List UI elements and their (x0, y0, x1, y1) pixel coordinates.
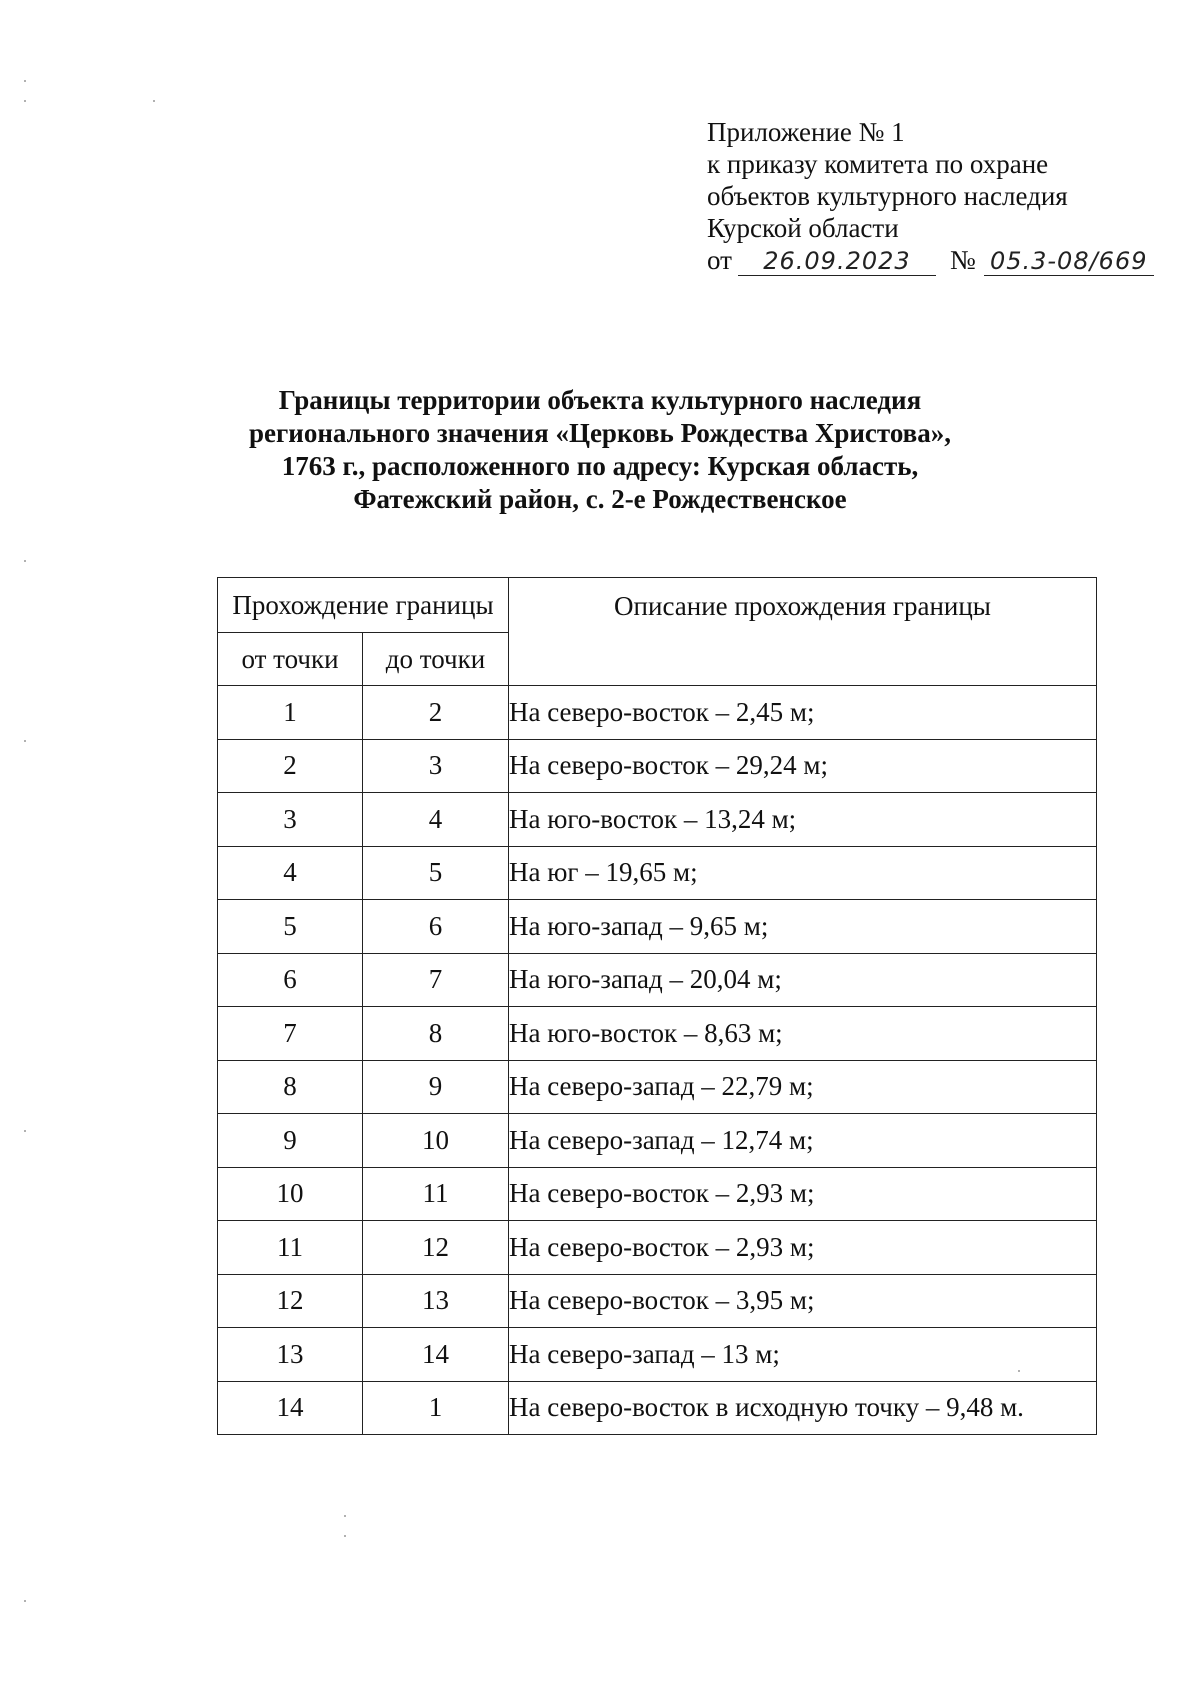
cell-from-point: 2 (218, 739, 363, 793)
cell-to-point: 13 (363, 1274, 509, 1328)
cell-description: На северо-запад – 13 м; (509, 1328, 1097, 1382)
cell-to-point: 14 (363, 1328, 509, 1382)
header-from-point: от точки (218, 633, 363, 686)
table-row (218, 953, 1097, 1007)
handwritten-order-number: 05.3-08/669 (984, 247, 1154, 276)
table-body (218, 686, 1097, 1435)
cell-from-point: 8 (218, 1060, 363, 1114)
date-prefix: от (707, 245, 732, 275)
scan-speck (1018, 1370, 1020, 1372)
appendix-line-4: Курской области (707, 213, 899, 243)
cell-description: На северо-восток – 2,93 м; (509, 1167, 1097, 1221)
header-to-point: до точки (363, 633, 509, 686)
appendix-line-1: Приложение № 1 (707, 117, 905, 147)
cell-from-point: 6 (218, 953, 363, 1007)
cell-to-point: 6 (363, 900, 509, 954)
cell-to-point: 9 (363, 1060, 509, 1114)
cell-to-point: 10 (363, 1114, 509, 1168)
cell-from-point: 5 (218, 900, 363, 954)
cell-description: На юго-запад – 9,65 м; (509, 900, 1097, 954)
table-row (218, 686, 1097, 740)
table-row (218, 1221, 1097, 1275)
table-row (218, 900, 1097, 954)
table-row (218, 793, 1097, 847)
scan-speck (24, 1600, 26, 1602)
cell-to-point: 8 (363, 1007, 509, 1061)
title-line-1: Границы территории объекта культурного наследия (278, 385, 922, 415)
title-line-4: Фатежский район, с. 2-е Рождественское (353, 484, 847, 514)
order-date-number-line (707, 244, 1177, 276)
number-prefix: № (949, 245, 976, 275)
boundary-table (217, 577, 1097, 1435)
cell-description: На юго-восток – 13,24 м; (509, 793, 1097, 847)
appendix-line-3: объектов культурного наследия (707, 181, 1068, 211)
cell-description: На северо-восток – 3,95 м; (509, 1274, 1097, 1328)
scan-speck (344, 1535, 346, 1537)
header-description: Описание прохождения границы (509, 578, 1097, 686)
cell-to-point: 2 (363, 686, 509, 740)
cell-from-point: 4 (218, 846, 363, 900)
table-row (218, 1167, 1097, 1221)
cell-to-point: 11 (363, 1167, 509, 1221)
cell-from-point: 13 (218, 1328, 363, 1382)
scan-speck (24, 560, 26, 562)
cell-to-point: 5 (363, 846, 509, 900)
cell-from-point: 1 (218, 686, 363, 740)
table-row (218, 1114, 1097, 1168)
cell-from-point: 9 (218, 1114, 363, 1168)
header-boundary-passage: Прохождение границы (218, 578, 509, 633)
cell-to-point: 1 (363, 1381, 509, 1435)
scan-speck (344, 1515, 346, 1517)
scan-speck (24, 740, 26, 742)
cell-to-point: 12 (363, 1221, 509, 1275)
table-row (218, 846, 1097, 900)
cell-to-point: 3 (363, 739, 509, 793)
cell-description: На юго-восток – 8,63 м; (509, 1007, 1097, 1061)
cell-to-point: 4 (363, 793, 509, 847)
cell-description: На северо-восток – 2,93 м; (509, 1221, 1097, 1275)
scan-speck (24, 100, 26, 102)
table-row (218, 739, 1097, 793)
table-row (218, 1381, 1097, 1435)
table-row (218, 1274, 1097, 1328)
cell-description: На северо-запад – 22,79 м; (509, 1060, 1097, 1114)
cell-description: На северо-восток – 29,24 м; (509, 739, 1097, 793)
cell-description: На северо-восток в исходную точку – 9,48 м. (509, 1381, 1097, 1435)
cell-to-point: 7 (363, 953, 509, 1007)
scan-speck (24, 80, 26, 82)
cell-description: На юг – 19,65 м; (509, 846, 1097, 900)
title-line-3: 1763 г., расположенного по адресу: Курская область, (281, 451, 919, 481)
cell-from-point: 11 (218, 1221, 363, 1275)
cell-from-point: 7 (218, 1007, 363, 1061)
cell-description: На северо-восток – 2,45 м; (509, 686, 1097, 740)
cell-from-point: 3 (218, 793, 363, 847)
table-row (218, 1007, 1097, 1061)
appendix-block (707, 116, 1177, 276)
cell-from-point: 10 (218, 1167, 363, 1221)
appendix-line-2: к приказу комитета по охране (707, 149, 1049, 179)
cell-from-point: 14 (218, 1381, 363, 1435)
cell-from-point: 12 (218, 1274, 363, 1328)
cell-description: На северо-запад – 12,74 м; (509, 1114, 1097, 1168)
document-title (150, 384, 1050, 516)
cell-description: На юго-запад – 20,04 м; (509, 953, 1097, 1007)
table-row (218, 1060, 1097, 1114)
title-line-2: регионального значения «Церковь Рождества Христова», (249, 418, 951, 448)
scan-speck (153, 100, 155, 102)
handwritten-date: 26.09.2023 (738, 247, 936, 276)
scan-speck (24, 1130, 26, 1132)
table-row (218, 1328, 1097, 1382)
